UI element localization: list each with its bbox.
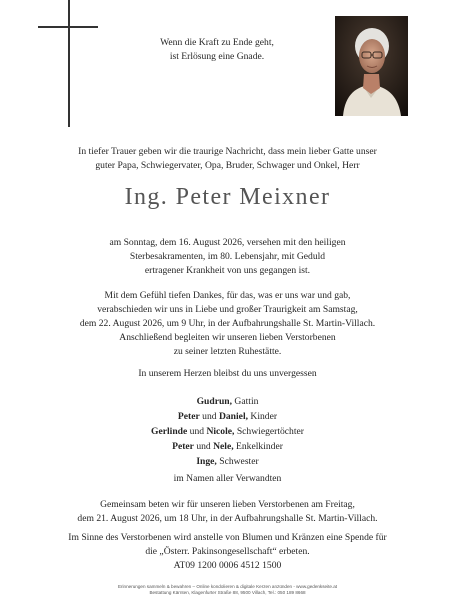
family-conjunction: und [193,441,214,452]
death-line: ertragener Krankheit von uns gegangen ist. [144,265,311,276]
quote-line: ist Erlösung eine Gnade. [169,51,265,62]
family-conjunction: und [187,426,207,437]
family-member-role: Kinder [248,411,278,422]
announcement-intro [0,145,455,173]
death-line: am Sonntag, dem 16. August 2026, versehen mit den heiligen [109,237,346,248]
donation-line: die „Österr. Pakinsongesellschaft“ erbeten. [145,546,310,557]
family-member-row [0,454,455,469]
quote-line: Wenn die Kraft zu Ende geht, [160,37,274,48]
deceased-name: Ing. Peter Meixner [124,184,331,210]
funeral-line: verabschieden wir uns in Liebe und großer Traurigkeit am Samstag, [97,304,358,315]
family-member-row [0,439,455,454]
funeral-line: zu seiner letzten Ruhestätte. [173,346,282,357]
family-member-role: Gattin [232,396,259,407]
prayer-notice [0,498,455,526]
family-member-role: Schwiegertöchter [234,426,304,437]
intro-line: In tiefer Trauer geben wir die traurige Nachricht, dass mein lieber Gatte unser [78,146,377,157]
quote [140,36,294,64]
family-member-row [0,424,455,439]
family-member-name: Gudrun, [196,396,233,407]
death-notice [0,236,455,278]
intro-line: guter Papa, Schwiegervater, Opa, Bruder, Schwager und Onkel, Herr [95,160,360,171]
cross-icon-bar [38,26,98,28]
prayer-line: Gemeinsam beten wir für unseren lieben Verstorbenen am Freitag, [100,499,355,510]
family-member-name: Peter [172,441,194,452]
family-member-name: Daniel, [218,411,249,422]
funeral-line: Anschließend begleiten wir unseren lieben Verstorbenen [119,332,336,343]
footer [0,584,455,596]
family-member-name: Nicole, [206,426,235,437]
family-member-name: Inge, [196,456,217,467]
footer-line: Bestattung Kärnten, Klagenfurter Straße 88, 9500 Villach, Tel.: 050 189 8668 [149,590,306,595]
family-member-role: Enkelkinder [233,441,283,452]
family-list [0,394,455,469]
donation-notice [0,531,455,573]
family-member-name: Peter [177,411,200,422]
memory-line: In unserem Herzen bleibst du uns unvergessen [138,368,317,379]
footer-line: Erinnerungen sammeln & bewahren – Online kondolieren & digitale Kerzen anzünden - www.gedenkseite.at [117,584,338,589]
portrait-image [335,16,408,116]
funeral-notice [0,289,455,359]
family-member-role: Schwester [216,456,259,467]
funeral-line: dem 22. August 2026, um 9 Uhr, in der Aufbahrungshalle St. Martin-Villach. [79,318,376,329]
death-line: Sterbesakramenten, im 80. Lebensjahr, mit Geduld [129,251,326,262]
cross-icon [68,0,70,127]
prayer-line: dem 21. August 2026, um 18 Uhr, in der Aufbahrungshalle St. Martin-Villach. [77,513,378,524]
family-member-row [0,394,455,409]
donation-iban: AT09 1200 0006 4512 1500 [173,560,282,571]
relatives-line: im Namen aller Verwandten [173,473,282,484]
portrait-photo [335,16,408,116]
family-member-name: Gerlinde [151,426,188,437]
donation-line: Im Sinne des Verstorbenen wird anstelle von Blumen und Kränzen eine Spende für [68,532,387,543]
family-conjunction: und [199,411,219,422]
family-member-name: Nele, [213,441,234,452]
family-member-row [0,409,455,424]
funeral-line: Mit dem Gefühl tiefen Dankes, für das, was er uns war und gab, [104,290,351,301]
